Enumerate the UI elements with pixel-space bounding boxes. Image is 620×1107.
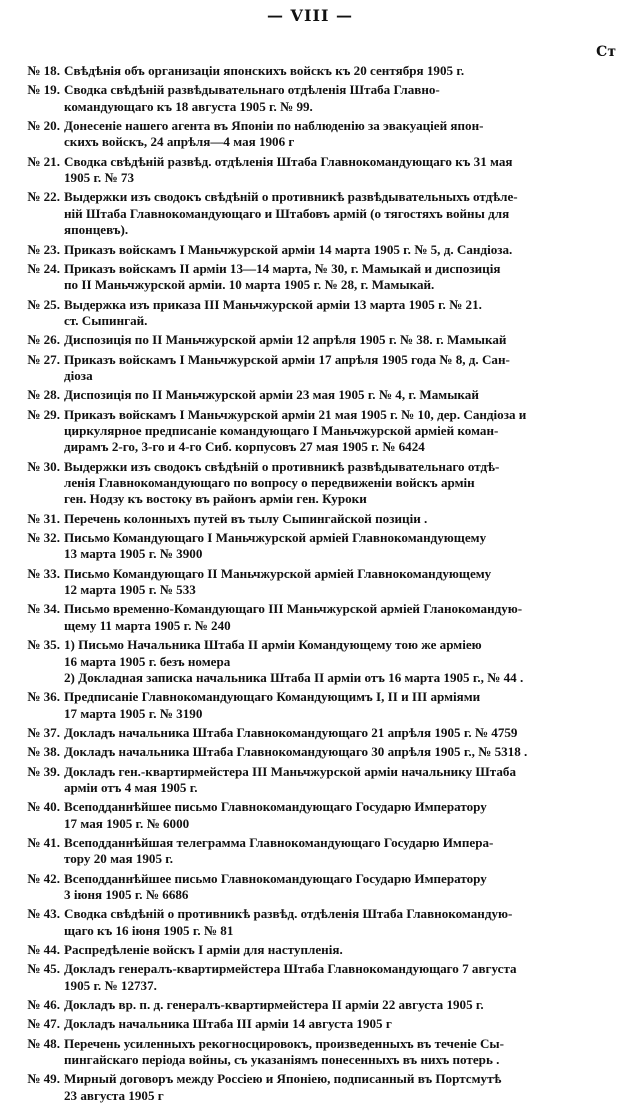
entry-text-line: Всеподданнѣйшая телеграмма Главнокомандующаго Государю Импера- <box>64 834 494 850</box>
entry-number: № 28. <box>27 387 60 403</box>
entry-number: № 42. <box>27 870 60 886</box>
document-entry <box>0 835 620 868</box>
entry-text-line: 16 марта 1905 г. безъ номера <box>64 653 231 669</box>
entry-number: № 22. <box>27 189 60 205</box>
entry-text-line: Выдержки изъ сводокъ свѣдѣній о противникѣ развѣдывательнаго отдѣ- <box>64 458 500 474</box>
document-entry <box>0 242 620 258</box>
entry-text-line: командующаго къ 18 августа 1905 г. № 99. <box>64 98 313 114</box>
page-number: — VIII — <box>266 6 353 25</box>
entry-text-line: 1905 г. № 73 <box>64 170 135 186</box>
entry-text <box>64 1071 620 1104</box>
entry-number: № 38. <box>27 744 60 760</box>
entry-number: № 31. <box>27 510 60 526</box>
entry-text-line: 2) Докладная записка начальника Штаба II арміи отъ 16 марта 1905 г., № 44 . <box>64 669 524 685</box>
document-entry <box>0 689 620 722</box>
entry-text-line: японцевъ). <box>64 222 129 238</box>
entry-text <box>64 242 620 258</box>
entry-text-line: Докладъ вр. п. д. генералъ-квартирмейстера II арміи 22 августа 1905 г. <box>64 997 484 1013</box>
document-entry <box>0 82 620 115</box>
entry-number: № 23. <box>27 241 60 257</box>
entry-number: № 18. <box>27 63 60 78</box>
entry-text-line: 13 марта 1905 г. № 3900 <box>64 546 203 562</box>
entry-text <box>64 82 620 115</box>
entry-text-line: Мирный договоръ между Россіею и Японіею, подписанный въ Портсмутѣ <box>64 1071 502 1087</box>
entry-text <box>64 297 620 330</box>
entry-text-line: ленія Главнокомандующаго по вопросу о передвиженіи войскъ армін <box>64 475 475 491</box>
entry-number: № 35. <box>27 637 60 653</box>
entry-text <box>64 725 620 741</box>
entry-text-line: Докладъ начальника Штаба Главнокомандующаго 30 апрѣля 1905 г., № 5318 . <box>64 744 528 760</box>
entry-text <box>64 961 620 994</box>
document-entry <box>0 799 620 832</box>
entry-text <box>64 459 620 508</box>
document-entry <box>0 942 620 958</box>
entry-text <box>64 871 620 904</box>
entry-text-line: Сводка свѣдѣній о противникѣ развѣд. отдѣленія Штаба Главнокомандую- <box>64 906 513 922</box>
entry-text-line: Докладъ ген.-квартирмейстера III Маньчжурской арміи начальнику Штаба <box>64 763 517 779</box>
entry-text-line: пингайскаго періода войны, съ указаніямъ понесенныхъ въ нихъ потерь . <box>64 1052 500 1068</box>
document-index-list <box>0 63 620 1107</box>
entry-text-line: 1905 г. № 12737. <box>64 977 157 993</box>
entry-number: № 44. <box>27 942 60 958</box>
entry-text <box>64 407 620 456</box>
entry-number: № 26. <box>27 332 60 348</box>
entry-text <box>64 835 620 868</box>
entry-text-line: арміи отъ 4 мая 1905 г. <box>64 779 198 795</box>
entry-text <box>64 566 620 599</box>
entry-text <box>64 1036 620 1069</box>
entry-text-line: Выдержки изъ сводокъ свѣдѣній о противникѣ развѣдывательныхъ отдѣле- <box>64 189 518 205</box>
entry-text-line: ген. Нодзу къ востоку въ районъ арміи ген. Куроки <box>64 491 367 507</box>
entry-text-line: Письмо Командующаго II Маньчжурской арміей Главнокомандующему <box>64 565 492 581</box>
entry-text <box>64 530 620 563</box>
document-entry <box>0 332 620 348</box>
document-entry <box>0 297 620 330</box>
entry-text-line: щему 11 марта 1905 г. № 240 <box>64 617 231 633</box>
entry-number: № 27. <box>27 351 60 367</box>
entry-text-line: 23 августа 1905 г <box>64 1087 164 1103</box>
entry-number: № 32. <box>27 530 60 546</box>
entry-text <box>64 387 620 403</box>
document-entry <box>0 961 620 994</box>
document-entry <box>0 530 620 563</box>
entry-text-line: Докладъ начальника Штаба Главнокомандующаго 21 апрѣля 1905 г. № 4759 <box>64 724 518 740</box>
entry-text-line: 17 мая 1905 г. № 6000 <box>64 815 190 831</box>
document-entry <box>0 1016 620 1032</box>
entry-text-line: Всеподданнѣйшее письмо Главнокомандующаго Государю Императору <box>64 870 487 886</box>
entry-text <box>64 154 620 187</box>
entry-text <box>64 744 620 760</box>
document-entry <box>0 906 620 939</box>
entry-number: № 34. <box>27 601 60 617</box>
entry-number: № 40. <box>27 799 60 815</box>
entry-text <box>64 799 620 832</box>
document-entry <box>0 725 620 741</box>
entry-number: № 45. <box>27 961 60 977</box>
entry-text-line: Распредѣленіе войскъ I арміи для наступленія. <box>64 942 343 958</box>
document-entry <box>0 601 620 634</box>
entry-number: № 48. <box>27 1035 60 1051</box>
entry-number: № 20. <box>27 118 60 133</box>
entry-number: № 21. <box>27 153 60 169</box>
entry-number: № 19. <box>27 82 60 98</box>
entry-text-line: Приказъ войскамъ II арміи 13—14 марта, № 30, г. Мамыкай и диспозиція <box>64 260 501 276</box>
entry-text <box>64 1016 620 1032</box>
entry-text-line: Сводка свѣдѣній развѣд. отдѣленія Штаба Главнокомандующаго къ 31 мая <box>64 153 513 169</box>
entry-text-line: Письмо Командующаго I Маньчжурской арміей Главнокомандующему <box>64 530 487 546</box>
entry-text-line: Перечень усиленныхъ рекогносцировокъ, произведенныхъ въ теченіе Сы- <box>64 1035 504 1051</box>
entry-text-line: діоза <box>64 367 93 383</box>
entry-text-line: Приказъ войскамъ I Маньчжурской арміи 21 мая 1905 г. № 10, дер. Сандіоза и <box>64 406 527 422</box>
document-entry <box>0 871 620 904</box>
document-entry <box>0 261 620 294</box>
document-entry <box>0 118 620 151</box>
document-entry <box>0 189 620 238</box>
entry-number: № 47. <box>27 1016 60 1032</box>
entry-number: № 25. <box>27 296 60 312</box>
entry-number: № 29. <box>27 406 60 422</box>
entry-number: № 41. <box>27 834 60 850</box>
document-entry <box>0 744 620 760</box>
entry-text-line: ст. Сыпингай. <box>64 312 148 328</box>
document-entry <box>0 459 620 508</box>
document-entry <box>0 764 620 797</box>
entry-text-line: Диспозиція по II Маньчжурской арміи 12 апрѣля 1905 г. № 38. г. Мамыкай <box>64 332 507 348</box>
entry-text-line: Свѣдѣнія объ организаціи японскихъ войскъ къ 20 сентября 1905 г. <box>64 63 465 78</box>
document-entry <box>0 997 620 1013</box>
entry-text-line: Перечень колонныхъ путей въ тылу Сыпингайской позиціи . <box>64 510 428 526</box>
entry-number: № 36. <box>27 689 60 705</box>
entry-text-line: 12 марта 1905 г. № 533 <box>64 582 196 598</box>
entry-text-line: 17 марта 1905 г. № 3190 <box>64 705 203 721</box>
entry-text-line: Приказъ войскамъ I Маньчжурской арміи 17 апрѣля 1905 года № 8, д. Сан- <box>64 351 510 367</box>
entry-text <box>64 63 620 79</box>
entry-text <box>64 637 620 686</box>
document-entry <box>0 1036 620 1069</box>
entry-number: № 46. <box>27 997 60 1013</box>
entry-text-line: скихъ войскъ, 24 апрѣля—4 мая 1906 г <box>64 134 295 150</box>
entry-number: № 49. <box>27 1071 60 1087</box>
entry-number: № 39. <box>27 763 60 779</box>
entry-text-line: Приказъ войскамъ I Маньчжурской арміи 14 марта 1905 г. № 5, д. Сандіоза. <box>64 241 513 257</box>
entry-number: № 30. <box>27 458 60 474</box>
entry-text <box>64 511 620 527</box>
document-entry <box>0 566 620 599</box>
document-entry <box>0 387 620 403</box>
document-entry <box>0 63 620 79</box>
column-label: Ст <box>596 44 616 60</box>
entry-text <box>64 764 620 797</box>
document-entry <box>0 154 620 187</box>
entry-text-line: Диспозиція по II Маньчжурской арміи 23 мая 1905 г. № 4, г. Мамыкай <box>64 387 479 403</box>
document-entry <box>0 407 620 456</box>
entry-text-line: Письмо временно-Командующаго III Маньчжурской арміей Гланокомандую- <box>64 601 523 617</box>
entry-text <box>64 942 620 958</box>
entry-text-line: Выдержка изъ приказа III Маньчжурской арміи 13 марта 1905 г. № 21. <box>64 296 482 312</box>
entry-text <box>64 189 620 238</box>
entry-text-line: циркулярное предписаніе командующаго I Маньчжурской арміей коман- <box>64 422 499 438</box>
entry-text-line: ній Штаба Главнокомандующаго и Штабовъ армій (о тягостяхъ войны для <box>64 205 510 221</box>
entry-number: № 37. <box>27 724 60 740</box>
entry-number: № 24. <box>27 260 60 276</box>
entry-text-line: щаго къ 16 іюня 1905 г. № 81 <box>64 922 234 938</box>
entry-text-line: Докладъ генералъ-квартирмейстера Штаба Главнокомандующаго 7 августа <box>64 961 517 977</box>
entry-text <box>64 601 620 634</box>
entry-text-line: Донесеніе нашего агента въ Японіи по наблюденію за эвакуаціей япон- <box>64 118 484 133</box>
entry-text <box>64 997 620 1013</box>
entry-text <box>64 689 620 722</box>
entry-text-line: Предписаніе Главнокомандующаго Командующимъ I, II и III арміями <box>64 689 481 705</box>
entry-text <box>64 261 620 294</box>
entry-text-line: 3 іюня 1905 г. № 6686 <box>64 887 189 903</box>
entry-text-line: Докладъ начальника Штаба III арміи 14 августа 1905 г <box>64 1016 392 1032</box>
entry-text-line: тору 20 мая 1905 г. <box>64 851 174 867</box>
entry-text <box>64 118 620 151</box>
entry-text-line: Всеподданнѣйшее письмо Главнокомандующаго Государю Императору <box>64 799 487 815</box>
entry-text <box>64 906 620 939</box>
document-entry <box>0 352 620 385</box>
document-entry <box>0 511 620 527</box>
entry-text-line: дирамъ 2-го, 3-го и 4-го Сиб. корпусовъ 27 мая 1905 г. № 6424 <box>64 439 425 455</box>
entry-text-line: Сводка свѣдѣній развѣдывательнаго отдѣленія Штаба Главно- <box>64 82 440 98</box>
entry-text <box>64 352 620 385</box>
document-entry <box>0 1071 620 1104</box>
entry-number: № 43. <box>27 906 60 922</box>
entry-text-line: 1) Письмо Начальника Штаба II арміи Командующему тою же арміею <box>64 637 482 653</box>
entry-text <box>64 332 620 348</box>
entry-text-line: по II Маньчжурской арміи. 10 марта 1905 г. № 28, г. Мамыкай. <box>64 277 435 293</box>
entry-number: № 33. <box>27 565 60 581</box>
document-entry <box>0 637 620 686</box>
